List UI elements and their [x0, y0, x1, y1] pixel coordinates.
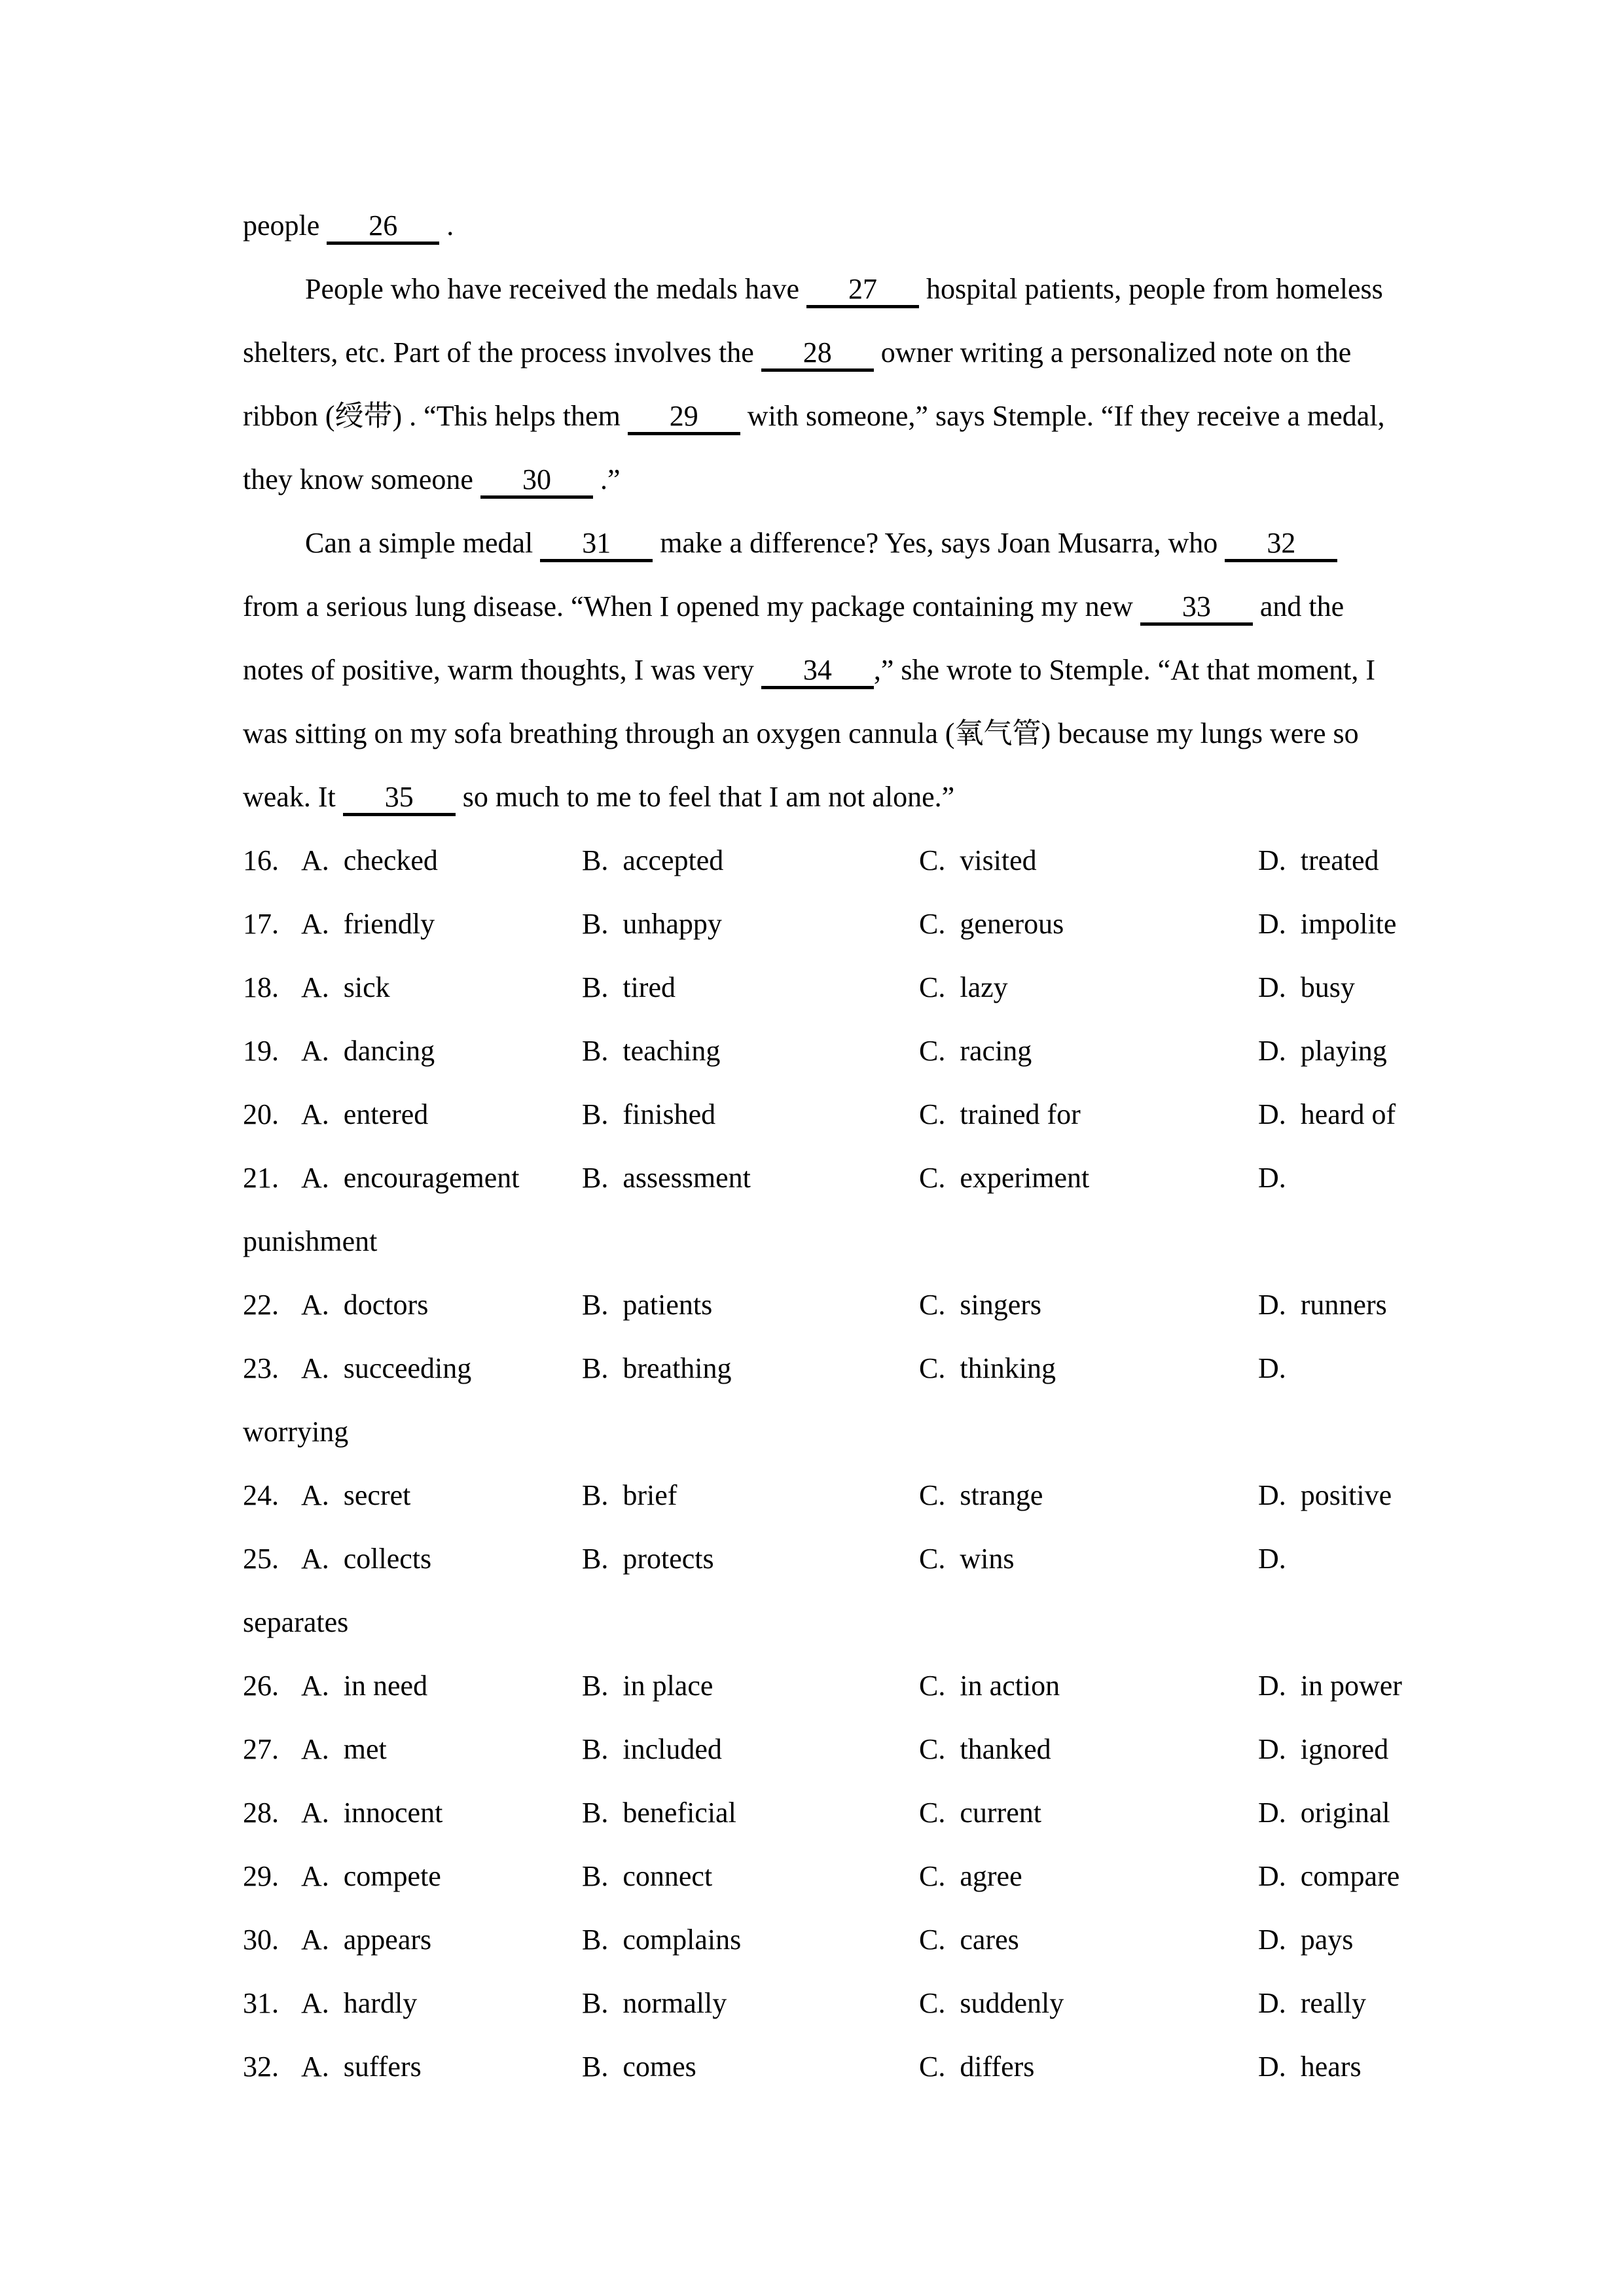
- blank-27: 27: [806, 275, 919, 308]
- passage-text: ,” she wrote to Stemple. “At that moment, I: [873, 654, 1376, 686]
- option-label: A.: [301, 2051, 329, 2083]
- option-c: [919, 1971, 1064, 2035]
- option-text: in action: [960, 1670, 1060, 1702]
- option-a: [301, 1654, 427, 1717]
- option-text: unhappy: [623, 908, 722, 940]
- option-label: C.: [919, 2051, 946, 2083]
- option-a: [301, 956, 390, 1019]
- option-text: racing: [960, 1035, 1032, 1067]
- option-label: B.: [582, 908, 609, 940]
- question-number: 31.: [243, 1987, 279, 2019]
- option-label: D.: [1258, 1670, 1286, 1702]
- option-label: A.: [301, 1797, 329, 1829]
- option-text: compete: [343, 1860, 441, 1892]
- option-label: D.: [1258, 1987, 1286, 2019]
- option-label: C.: [919, 1543, 946, 1575]
- option-label: B.: [582, 1162, 609, 1194]
- option-text: brief: [623, 1479, 677, 1511]
- option-d: [1258, 1908, 1353, 1971]
- passage-text: People who have received the medals have: [305, 273, 807, 305]
- option-label: C.: [919, 1035, 946, 1067]
- option-label: B.: [582, 1352, 609, 1384]
- passage-text: .”: [592, 463, 621, 495]
- option-label: D.: [1258, 844, 1286, 876]
- option-a: [301, 1336, 471, 1400]
- option-label: C.: [919, 1860, 946, 1892]
- question-row-30: [243, 1908, 1395, 1971]
- blank-31: 31: [540, 529, 653, 562]
- option-text: tired: [623, 971, 676, 1003]
- option-d-overflow-line: [243, 1400, 1395, 1463]
- option-c: [919, 1463, 1043, 1527]
- option-text: breathing: [623, 1352, 732, 1384]
- question-row-32: [243, 2035, 1395, 2098]
- option-d: [1258, 1781, 1390, 1844]
- passage-text: they know someone: [243, 463, 480, 495]
- option-text: hardly: [343, 1987, 418, 2019]
- option-label: D.: [1258, 1797, 1286, 1829]
- question-number: 22.: [243, 1289, 279, 1321]
- question-number: 24.: [243, 1479, 279, 1511]
- option-text: playing: [1300, 1035, 1387, 1067]
- option-text: suddenly: [960, 1987, 1064, 2019]
- option-text: experiment: [960, 1162, 1090, 1194]
- option-a: [301, 1146, 520, 1210]
- option-d: [1258, 1019, 1387, 1083]
- option-text: hears: [1300, 2051, 1362, 2083]
- option-label: B.: [582, 1098, 609, 1130]
- option-a: [301, 1083, 428, 1146]
- option-c: [919, 2035, 1034, 2098]
- option-label: D.: [1258, 2051, 1286, 2083]
- option-d: [1258, 1654, 1402, 1717]
- option-text: protects: [623, 1543, 714, 1575]
- option-d: [1258, 956, 1355, 1019]
- option-a: [301, 892, 435, 956]
- option-a: [301, 829, 438, 892]
- passage-text: weak. It: [243, 781, 343, 813]
- option-d: [1258, 892, 1396, 956]
- question-number: 27.: [243, 1733, 279, 1765]
- option-d: [1258, 1273, 1387, 1336]
- passage-text: and the: [1252, 590, 1344, 622]
- option-label: B.: [582, 1733, 609, 1765]
- question-number: 19.: [243, 1035, 279, 1067]
- option-c: [919, 1146, 1089, 1210]
- option-label: D.: [1258, 1162, 1286, 1194]
- passage-text: make a difference? Yes, says Joan Musarra, who: [653, 527, 1225, 559]
- passage-text: from a serious lung disease. “When I opened my package containing my new: [243, 590, 1140, 622]
- passage-line: [243, 257, 1395, 321]
- option-text: thanked: [960, 1733, 1051, 1765]
- option-a: [301, 1019, 435, 1083]
- question-row-27: [243, 1717, 1395, 1781]
- blank-30: 30: [480, 465, 593, 499]
- option-d: [1258, 1717, 1388, 1781]
- passage-line: [243, 194, 1395, 257]
- option-label: A.: [301, 1733, 329, 1765]
- option-label: A.: [301, 1987, 329, 2019]
- option-d: [1258, 829, 1379, 892]
- option-text: busy: [1300, 971, 1355, 1003]
- option-label: A.: [301, 1860, 329, 1892]
- option-text: included: [623, 1733, 722, 1765]
- blank-33: 33: [1140, 592, 1253, 626]
- option-c: [919, 1019, 1032, 1083]
- option-label: B.: [582, 1797, 609, 1829]
- option-label: B.: [582, 1289, 609, 1321]
- option-b: [582, 1019, 720, 1083]
- option-label: C.: [919, 1162, 946, 1194]
- question-number: 17.: [243, 908, 279, 940]
- question-number: 29.: [243, 1860, 279, 1892]
- option-text: in place: [623, 1670, 713, 1702]
- option-label: C.: [919, 1098, 946, 1130]
- blank-34: 34: [761, 656, 874, 689]
- option-label: C.: [919, 1797, 946, 1829]
- option-b: [582, 1273, 712, 1336]
- option-b: [582, 1717, 722, 1781]
- option-d: [1258, 1336, 1286, 1400]
- passage-text: hospital patients, people from homeless: [919, 273, 1383, 305]
- question-row-16: [243, 829, 1395, 892]
- option-c: [919, 1083, 1081, 1146]
- option-c: [919, 1781, 1041, 1844]
- question-row-17: [243, 892, 1395, 956]
- option-b: [582, 829, 723, 892]
- option-d-overflow-text: punishment: [243, 1225, 378, 1257]
- option-text: strange: [960, 1479, 1043, 1511]
- option-d: [1258, 2035, 1362, 2098]
- option-label: C.: [919, 908, 946, 940]
- option-d: [1258, 1971, 1366, 2035]
- option-label: A.: [301, 908, 329, 940]
- option-text: accepted: [623, 844, 724, 876]
- option-text: in power: [1300, 1670, 1402, 1702]
- option-b: [582, 1654, 713, 1717]
- option-d: [1258, 1527, 1286, 1590]
- option-text: lazy: [960, 971, 1008, 1003]
- option-b: [582, 1527, 714, 1590]
- question-row-22: [243, 1273, 1395, 1336]
- option-text: original: [1300, 1797, 1390, 1829]
- options-section: [243, 829, 1402, 2098]
- passage-line: [243, 321, 1395, 384]
- option-d-overflow-text: separates: [243, 1606, 349, 1638]
- passage-text: Can a simple medal: [305, 527, 541, 559]
- blank-28: 28: [761, 338, 874, 372]
- option-b: [582, 1781, 736, 1844]
- option-label: A.: [301, 1924, 329, 1956]
- question-number: 20.: [243, 1098, 279, 1130]
- option-b: [582, 2035, 696, 2098]
- option-text: comes: [623, 2051, 696, 2083]
- question-number: 26.: [243, 1670, 279, 1702]
- option-text: innocent: [343, 1797, 443, 1829]
- blank-35: 35: [343, 783, 456, 816]
- question-row-29: [243, 1844, 1400, 1908]
- option-text: agree: [960, 1860, 1022, 1892]
- question-number: 21.: [243, 1162, 279, 1194]
- option-label: D.: [1258, 971, 1286, 1003]
- option-text: normally: [623, 1987, 727, 2019]
- option-label: B.: [582, 1924, 609, 1956]
- option-text: singers: [960, 1289, 1042, 1321]
- option-label: C.: [919, 844, 946, 876]
- option-text: positive: [1300, 1479, 1392, 1511]
- option-label: B.: [582, 1035, 609, 1067]
- option-text: collects: [343, 1543, 432, 1575]
- option-text: connect: [623, 1860, 713, 1892]
- option-label: C.: [919, 1733, 946, 1765]
- question-row-25: [243, 1527, 1395, 1590]
- option-text: current: [960, 1797, 1041, 1829]
- option-a: [301, 1844, 441, 1908]
- passage-line: [243, 765, 1395, 829]
- option-a: [301, 1463, 410, 1527]
- option-label: D.: [1258, 1098, 1286, 1130]
- option-text: teaching: [623, 1035, 721, 1067]
- option-text: patients: [623, 1289, 713, 1321]
- option-b: [582, 1463, 677, 1527]
- option-text: met: [343, 1733, 387, 1765]
- option-d: [1258, 1083, 1396, 1146]
- question-number: 30.: [243, 1924, 279, 1956]
- option-label: D.: [1258, 908, 1286, 940]
- option-text: cares: [960, 1924, 1019, 1956]
- passage-text: people: [243, 209, 327, 242]
- question-row-24: [243, 1463, 1395, 1527]
- option-b: [582, 956, 676, 1019]
- option-label: A.: [301, 1035, 329, 1067]
- option-label: D.: [1258, 1924, 1286, 1956]
- passage-text: notes of positive, warm thoughts, I was very: [243, 654, 761, 686]
- option-label: D.: [1258, 1479, 1286, 1511]
- question-row-20: [243, 1083, 1395, 1146]
- option-text: in need: [343, 1670, 428, 1702]
- passage: [243, 194, 1395, 829]
- option-label: B.: [582, 844, 609, 876]
- option-b: [582, 1083, 715, 1146]
- option-label: B.: [582, 971, 609, 1003]
- option-label: D.: [1258, 1733, 1286, 1765]
- option-label: B.: [582, 1479, 609, 1511]
- option-label: B.: [582, 1987, 609, 2019]
- option-text: entered: [343, 1098, 429, 1130]
- question-row-26: [243, 1654, 1402, 1717]
- option-b: [582, 1908, 741, 1971]
- option-a: [301, 1908, 431, 1971]
- option-label: C.: [919, 1670, 946, 1702]
- option-text: trained for: [960, 1098, 1081, 1130]
- option-text: thinking: [960, 1352, 1056, 1384]
- option-text: checked: [343, 844, 438, 876]
- option-c: [919, 892, 1064, 956]
- option-d-overflow-line: [243, 1210, 1395, 1273]
- option-text: dancing: [343, 1035, 435, 1067]
- option-text: visited: [960, 844, 1037, 876]
- passage-line: [243, 448, 1395, 511]
- option-a: [301, 1781, 442, 1844]
- option-c: [919, 1844, 1022, 1908]
- option-label: D.: [1258, 1860, 1286, 1892]
- option-text: treated: [1300, 844, 1379, 876]
- option-a: [301, 1273, 428, 1336]
- question-row-23: [243, 1336, 1395, 1400]
- option-text: generous: [960, 908, 1064, 940]
- option-label: B.: [582, 1860, 609, 1892]
- option-text: finished: [623, 1098, 716, 1130]
- option-label: C.: [919, 1924, 946, 1956]
- option-label: A.: [301, 844, 329, 876]
- question-row-19: [243, 1019, 1395, 1083]
- option-text: beneficial: [623, 1797, 736, 1829]
- option-label: C.: [919, 1352, 946, 1384]
- option-label: C.: [919, 1987, 946, 2019]
- option-d: [1258, 1844, 1399, 1908]
- option-text: impolite: [1300, 908, 1397, 940]
- option-text: compare: [1300, 1860, 1400, 1892]
- option-text: ignored: [1300, 1733, 1389, 1765]
- option-text: encouragement: [343, 1162, 520, 1194]
- passage-line: [243, 384, 1395, 448]
- option-c: [919, 1336, 1056, 1400]
- option-a: [301, 2035, 422, 2098]
- option-c: [919, 956, 1008, 1019]
- blank-29: 29: [628, 402, 740, 435]
- option-text: appears: [343, 1924, 432, 1956]
- option-label: A.: [301, 1543, 329, 1575]
- option-label: D.: [1258, 1035, 1286, 1067]
- option-text: wins: [960, 1543, 1015, 1575]
- option-c: [919, 1654, 1060, 1717]
- option-text: sick: [343, 971, 390, 1003]
- option-label: A.: [301, 1289, 329, 1321]
- passage-text: with someone,” says Stemple. “If they receive a medal,: [740, 400, 1385, 432]
- option-c: [919, 1717, 1051, 1781]
- option-text: friendly: [343, 908, 435, 940]
- option-c: [919, 829, 1037, 892]
- passage-line: [243, 702, 1395, 765]
- passage-line: [243, 575, 1395, 638]
- option-label: A.: [301, 1479, 329, 1511]
- passage-text: .: [439, 209, 454, 242]
- option-label: B.: [582, 1543, 609, 1575]
- option-text: pays: [1300, 1924, 1354, 1956]
- option-text: runners: [1300, 1289, 1387, 1321]
- question-row-21: [243, 1146, 1395, 1210]
- question-row-18: [243, 956, 1395, 1019]
- option-label: A.: [301, 1352, 329, 1384]
- option-d: [1258, 1463, 1392, 1527]
- cloze-test-content: [243, 194, 1402, 2098]
- option-a: [301, 1971, 417, 2035]
- option-label: A.: [301, 971, 329, 1003]
- question-number: 18.: [243, 971, 279, 1003]
- option-d-overflow-line: [243, 1590, 1395, 1654]
- option-label: A.: [301, 1098, 329, 1130]
- option-label: C.: [919, 1479, 946, 1511]
- option-text: suffers: [343, 2051, 422, 2083]
- option-text: assessment: [623, 1162, 751, 1194]
- option-c: [919, 1527, 1014, 1590]
- question-number: 32.: [243, 2051, 279, 2083]
- option-text: really: [1300, 1987, 1366, 2019]
- passage-text: shelters, etc. Part of the process involves the: [243, 336, 761, 368]
- option-d-overflow-text: worrying: [243, 1416, 349, 1448]
- question-number: 16.: [243, 844, 279, 876]
- option-text: heard of: [1300, 1098, 1396, 1130]
- option-label: D.: [1258, 1289, 1286, 1321]
- option-c: [919, 1908, 1019, 1971]
- option-b: [582, 1336, 732, 1400]
- option-label: C.: [919, 1289, 946, 1321]
- passage-line: [243, 511, 1395, 575]
- option-text: succeeding: [343, 1352, 472, 1384]
- option-label: A.: [301, 1670, 329, 1702]
- option-text: doctors: [343, 1289, 429, 1321]
- option-b: [582, 1146, 751, 1210]
- option-label: A.: [301, 1162, 329, 1194]
- question-number: 23.: [243, 1352, 279, 1384]
- option-a: [301, 1717, 387, 1781]
- option-text: complains: [623, 1924, 742, 1956]
- question-row-31: [243, 1971, 1395, 2035]
- option-label: B.: [582, 1670, 609, 1702]
- question-number: 25.: [243, 1543, 279, 1575]
- passage-text: ribbon (绶带) . “This helps them: [243, 400, 628, 432]
- blank-32: 32: [1225, 529, 1337, 562]
- option-b: [582, 892, 722, 956]
- question-number: 28.: [243, 1797, 279, 1829]
- option-c: [919, 1273, 1041, 1336]
- passage-line: [243, 638, 1395, 702]
- option-label: C.: [919, 971, 946, 1003]
- option-text: differs: [960, 2051, 1035, 2083]
- blank-26: 26: [327, 211, 439, 245]
- option-label: D.: [1258, 1352, 1286, 1384]
- passage-text: was sitting on my sofa breathing through an oxygen cannula (氧气管) because my lungs were so: [243, 717, 1359, 749]
- option-text: secret: [343, 1479, 411, 1511]
- passage-text: so much to me to feel that I am not alone.”: [455, 781, 955, 813]
- passage-text: owner writing a personalized note on the: [873, 336, 1352, 368]
- option-a: [301, 1527, 431, 1590]
- option-b: [582, 1971, 727, 2035]
- option-b: [582, 1844, 712, 1908]
- question-row-28: [243, 1781, 1395, 1844]
- option-label: B.: [582, 2051, 609, 2083]
- option-d: [1258, 1146, 1286, 1210]
- option-label: D.: [1258, 1543, 1286, 1575]
